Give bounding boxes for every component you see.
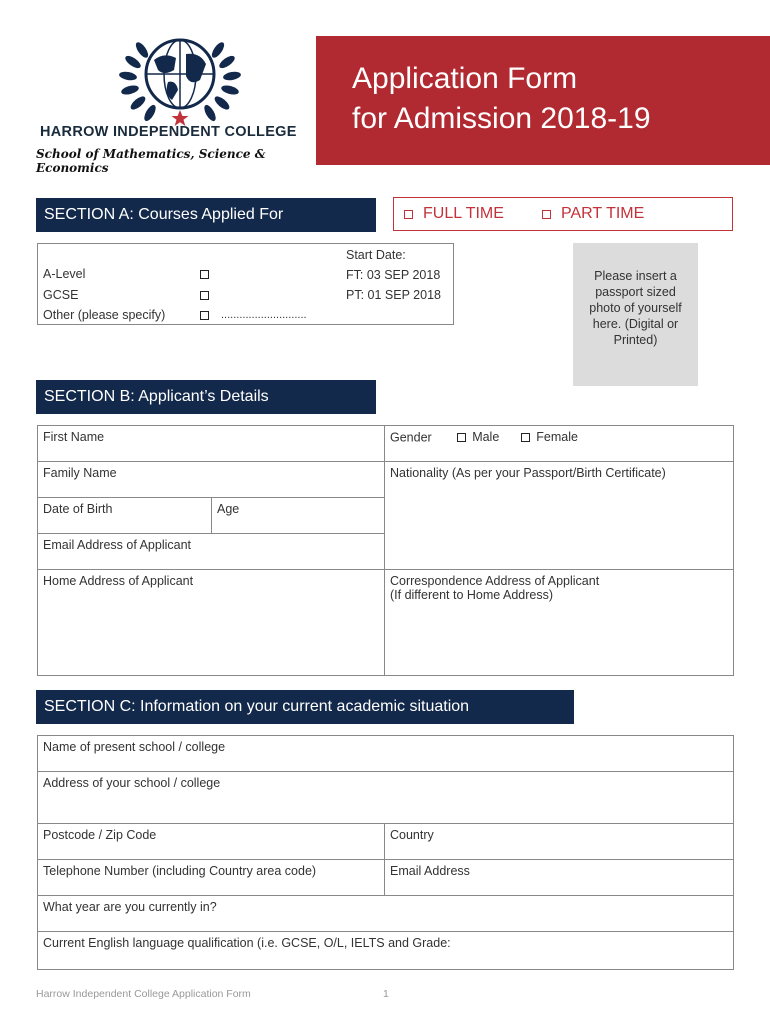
postcode-field[interactable] <box>37 823 385 860</box>
study-mode-box <box>393 197 733 231</box>
dob-field[interactable] <box>37 497 212 534</box>
family-name-field[interactable] <box>37 461 385 498</box>
full-time-label: FULL TIME <box>423 205 504 222</box>
page-number: 1 <box>383 988 389 1000</box>
telephone-field[interactable] <box>37 859 385 896</box>
school-email-field[interactable] <box>384 859 734 896</box>
telephone-label: Telephone Number (including Country area code) <box>43 864 317 878</box>
male-checkbox[interactable] <box>457 433 466 442</box>
first-name-label: First Name <box>43 430 105 444</box>
female-label: Female <box>536 430 578 444</box>
course-row-gcse[interactable] <box>43 288 209 302</box>
correspondence-address-field[interactable] <box>384 569 734 676</box>
title-banner <box>316 36 770 165</box>
email-label: Email Address of Applicant <box>43 538 191 552</box>
family-name-label: Family Name <box>43 466 117 480</box>
course-row-other[interactable] <box>43 308 307 322</box>
school-name-label: Name of present school / college <box>43 740 226 754</box>
english-qualification-field[interactable] <box>37 931 734 970</box>
postcode-label: Postcode / Zip Code <box>43 828 157 842</box>
start-date-ft: FT: 03 SEP 2018 <box>346 268 441 282</box>
other-checkbox[interactable] <box>200 311 209 320</box>
title-line-2: for Admission 2018-19 <box>352 102 651 135</box>
school-address-label: Address of your school / college <box>43 776 221 790</box>
gender-field <box>384 425 734 462</box>
footer-text: Harrow Independent College Application Form <box>36 988 251 1000</box>
correspondence-address-note: (If different to Home Address) <box>390 588 554 602</box>
nationality-field[interactable] <box>384 461 734 570</box>
section-b-header: SECTION B: Applicant’s Details <box>36 380 376 414</box>
part-time-option[interactable] <box>542 205 644 223</box>
gcse-checkbox[interactable] <box>200 291 209 300</box>
courses-box <box>37 243 454 325</box>
country-field[interactable] <box>384 823 734 860</box>
full-time-option[interactable] <box>404 205 504 223</box>
course-row-a-level[interactable] <box>43 267 209 281</box>
school-email-label: Email Address <box>390 864 470 878</box>
nationality-label: Nationality (As per your Passport/Birth Certificate) <box>390 466 666 480</box>
course-label: Other (please specify) <box>43 308 166 322</box>
school-name-field[interactable] <box>37 735 734 772</box>
email-field[interactable] <box>37 533 385 570</box>
college-tagline: School of Mathematics, Science & Economics <box>36 147 266 175</box>
part-time-checkbox[interactable] <box>542 210 551 219</box>
gender-label: Gender <box>390 430 432 445</box>
section-c-header: SECTION C: Information on your current academic situation <box>36 690 574 724</box>
part-time-label: PART TIME <box>561 205 645 222</box>
college-name: HARROW INDEPENDENT COLLEGE <box>40 124 297 140</box>
globe-laurel-icon <box>30 30 310 130</box>
current-year-field[interactable] <box>37 895 734 932</box>
country-label: Country <box>390 828 434 842</box>
female-checkbox[interactable] <box>521 433 530 442</box>
other-specify-field[interactable]: ............................ <box>221 309 307 321</box>
correspondence-address-label: Correspondence Address of Applicant <box>390 574 600 588</box>
school-address-field[interactable] <box>37 771 734 824</box>
home-address-field[interactable] <box>37 569 385 676</box>
course-label: GCSE <box>43 288 79 302</box>
full-time-checkbox[interactable] <box>404 210 413 219</box>
age-field[interactable] <box>211 497 385 534</box>
english-qualification-label: Current English language qualification (i.e. GCSE, O/L, IELTS and Grade: <box>43 936 451 950</box>
start-date-pt: PT: 01 SEP 2018 <box>346 288 441 302</box>
dob-label: Date of Birth <box>43 502 113 516</box>
photo-placeholder[interactable]: Please insert a passport sized photo of yourself here. (Digital or Printed) <box>573 243 698 386</box>
title-line-1: Application Form <box>352 62 578 95</box>
current-year-label: What year are you currently in? <box>43 900 217 914</box>
a-level-checkbox[interactable] <box>200 270 209 279</box>
age-label: Age <box>217 502 240 516</box>
section-a-header: SECTION A: Courses Applied For <box>36 198 376 232</box>
male-label: Male <box>472 430 500 444</box>
first-name-field[interactable] <box>37 425 385 462</box>
start-date-label: Start Date: <box>346 248 406 262</box>
course-label: A-Level <box>43 267 86 281</box>
home-address-label: Home Address of Applicant <box>43 574 194 588</box>
